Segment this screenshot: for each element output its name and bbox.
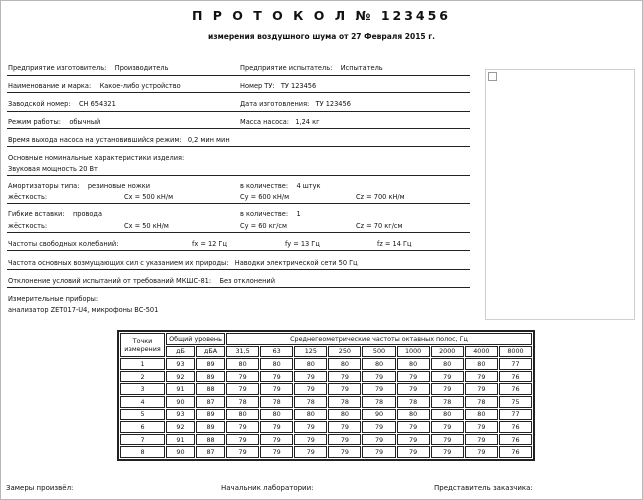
point-number-cell: 7: [120, 434, 165, 446]
dampers-qty-row: [240, 182, 321, 190]
table-cell: 79: [465, 371, 498, 383]
table-cell: 79: [226, 383, 259, 395]
table-cell: 79: [431, 434, 464, 446]
table-row: [120, 358, 532, 370]
table-cell: 76: [499, 383, 532, 395]
table-cell: 89: [196, 371, 225, 383]
image-placeholder: [485, 69, 635, 320]
table-cell: 79: [465, 446, 498, 458]
table-cell: 79: [294, 446, 327, 458]
table-cell: 80: [431, 358, 464, 370]
dampers-qty-label: в количестве:: [240, 182, 289, 190]
fx-value: fx = 12 Гц: [192, 240, 227, 248]
table-row: [120, 434, 532, 446]
sound-power: Звуковая мощность 20 Вт: [8, 165, 98, 173]
table-cell: 89: [196, 409, 225, 421]
freq-header: 1000: [397, 346, 430, 358]
disturb-value: Наводки электрической сети 50 Гц: [234, 259, 358, 267]
octave-header: Среднегеометрические частоты октавных полос, Гц: [226, 333, 532, 345]
freq-header: 125: [294, 346, 327, 358]
table-cell: 79: [328, 383, 361, 395]
table-cell: 77: [499, 409, 532, 421]
table-cell: 88: [196, 383, 225, 395]
instruments-label: Измерительные приборы:: [8, 295, 99, 303]
table-cell: 80: [397, 409, 430, 421]
name-row: [8, 82, 181, 90]
tester-row: [240, 64, 383, 72]
serial-label: Заводской номер:: [8, 100, 71, 108]
freq-header: 250: [328, 346, 361, 358]
table-cell: 75: [499, 396, 532, 408]
table-cell: 80: [328, 358, 361, 370]
table-cell: 80: [362, 358, 395, 370]
startup-row: [8, 136, 230, 144]
flex-qty-value: 1: [296, 210, 301, 218]
table-cell: 77: [499, 358, 532, 370]
mode-row: [8, 118, 100, 126]
table-cell: 80: [465, 409, 498, 421]
flex-stiffness-label: жёсткость:: [8, 222, 48, 230]
freq-header: 2000: [431, 346, 464, 358]
table-row: [120, 446, 532, 458]
tu-value: ТУ 123456: [280, 82, 317, 90]
table-cell: 79: [226, 371, 259, 383]
measurement-table: [117, 330, 535, 461]
divider: [7, 203, 470, 204]
table-cell: 79: [465, 383, 498, 395]
divider: [7, 128, 470, 129]
startup-value: 0,2 мин мин: [187, 136, 230, 144]
divider: [7, 287, 470, 288]
divider: [7, 175, 470, 176]
table-row: [120, 383, 532, 395]
protocol-title: П Р О Т О К О Л № 123456: [191, 8, 452, 23]
table-cell: 78: [397, 396, 430, 408]
table-body: [120, 358, 532, 458]
instruments-value: анализатор ZET017-U4, микрофоны ВС-501: [8, 306, 159, 314]
table-cell: 79: [294, 371, 327, 383]
table-cell: 76: [499, 371, 532, 383]
table-cell: 79: [226, 446, 259, 458]
table-subheader-row: [120, 346, 532, 358]
point-number-cell: 5: [120, 409, 165, 421]
table-cell: 79: [260, 434, 293, 446]
flex-cy: Су = 60 кг/см: [240, 222, 287, 230]
protocol-subtitle: измерения воздушного шума от 27 Февраля 2015 г.: [207, 32, 436, 41]
unit-dba: дБА: [196, 346, 225, 358]
table-cell: 93: [166, 409, 195, 421]
table-cell: 79: [362, 383, 395, 395]
manufacturer-row: [8, 64, 168, 72]
table-cell: 79: [294, 383, 327, 395]
date-row: [240, 100, 351, 108]
dampers-label: Амортизаторы типа:: [8, 182, 80, 190]
table-cell: 92: [166, 371, 195, 383]
flex-qty-row: [240, 210, 301, 218]
divider: [7, 75, 470, 76]
table-cell: 79: [328, 434, 361, 446]
deviation-value: Без отклонений: [219, 277, 276, 285]
table-cell: 79: [397, 434, 430, 446]
table-cell: 79: [465, 434, 498, 446]
table-cell: 78: [328, 396, 361, 408]
tester-label: Предприятие испытатель:: [240, 64, 333, 72]
dampers-value: резиновые ножки: [87, 182, 151, 190]
table-row: [120, 396, 532, 408]
table-row: [120, 409, 532, 421]
dampers-qty-value: 4 штук: [296, 182, 321, 190]
table-cell: 88: [196, 434, 225, 446]
table-cell: 93: [166, 358, 195, 370]
table-header-row: [120, 333, 532, 345]
point-number-cell: 1: [120, 358, 165, 370]
table-cell: 80: [294, 358, 327, 370]
disturb-label: Частота основных возмущающих сил с указанием их природы:: [8, 259, 229, 267]
broken-image-icon: [488, 72, 497, 81]
table-cell: 76: [499, 446, 532, 458]
table-cell: 79: [260, 421, 293, 433]
table-cell: 80: [260, 358, 293, 370]
table-cell: 79: [362, 371, 395, 383]
table-cell: 76: [499, 421, 532, 433]
table-cell: 79: [431, 383, 464, 395]
measured-by-label: Замеры произвёл:: [6, 484, 74, 492]
serial-value: СН 654321: [78, 100, 116, 108]
customer-rep-label: Представитель заказчика:: [434, 484, 533, 492]
manufacturer-label: Предприятие изготовитель:: [8, 64, 107, 72]
table-cell: 90: [166, 396, 195, 408]
point-number-cell: 8: [120, 446, 165, 458]
tu-row: [240, 82, 316, 90]
mode-label: Режим работы:: [8, 118, 61, 126]
date-label: Дата изготовления:: [240, 100, 310, 108]
table-cell: 79: [397, 421, 430, 433]
table-cell: 91: [166, 383, 195, 395]
table-cell: 89: [196, 358, 225, 370]
name-label: Наименование и марка:: [8, 82, 92, 90]
table-cell: 79: [431, 446, 464, 458]
table-cell: 89: [196, 421, 225, 433]
point-number-cell: 3: [120, 383, 165, 395]
table-cell: 79: [431, 421, 464, 433]
flex-cz: Сz = 70 кг/см: [356, 222, 403, 230]
table-cell: 78: [260, 396, 293, 408]
freq-header: 63: [260, 346, 293, 358]
table-cell: 78: [226, 396, 259, 408]
name-value: Какое-либо устройство: [99, 82, 181, 90]
deviation-row: [8, 277, 275, 285]
flex-label: Гибкие вставки:: [8, 210, 65, 218]
table-cell: 90: [166, 446, 195, 458]
divider: [7, 92, 470, 93]
table-cell: 79: [362, 434, 395, 446]
table-cell: 79: [465, 421, 498, 433]
table-cell: 92: [166, 421, 195, 433]
table-cell: 87: [196, 446, 225, 458]
dampers-stiffness-label: жёсткость:: [8, 193, 48, 201]
startup-label: Время выхода насоса на установившийся режим:: [8, 136, 182, 144]
table-cell: 79: [328, 371, 361, 383]
table-cell: 79: [294, 421, 327, 433]
table-cell: 78: [465, 396, 498, 408]
table-cell: 79: [260, 383, 293, 395]
dampers-cz: Сz = 700 кН/м: [356, 193, 405, 201]
deviation-label: Отклонение условий испытаний от требований МКШС-81:: [8, 277, 212, 285]
dampers-cx: Сх = 500 кН/м: [124, 193, 174, 201]
tu-label: Номер ТУ:: [240, 82, 275, 90]
table-cell: 80: [226, 358, 259, 370]
table-cell: 78: [431, 396, 464, 408]
table-cell: 78: [362, 396, 395, 408]
divider: [7, 269, 470, 270]
table-cell: 79: [328, 446, 361, 458]
serial-row: [8, 100, 116, 108]
mode-value: обычный: [69, 118, 101, 126]
table-cell: 79: [260, 371, 293, 383]
table-cell: 79: [397, 383, 430, 395]
fy-value: fy = 13 Гц: [285, 240, 320, 248]
overall-header: Общий уровень: [166, 333, 225, 345]
table-cell: 79: [362, 421, 395, 433]
dampers-cy: Су = 600 кН/м: [240, 193, 290, 201]
free-osc-label: Частоты свободных колебаний:: [8, 240, 119, 248]
table-cell: 76: [499, 434, 532, 446]
fz-value: fz = 14 Гц: [377, 240, 412, 248]
table-cell: 79: [397, 446, 430, 458]
point-number-cell: 4: [120, 396, 165, 408]
flex-qty-label: в количестве:: [240, 210, 289, 218]
table-cell: 79: [226, 421, 259, 433]
table-cell: 80: [294, 409, 327, 421]
freq-header: 8000: [499, 346, 532, 358]
table-cell: 80: [397, 358, 430, 370]
table-cell: 79: [431, 371, 464, 383]
basic-chars-label: Основные номинальные характеристики изделия:: [8, 154, 185, 162]
divider: [7, 232, 470, 233]
mass-value: 1,24 кг: [295, 118, 320, 126]
mass-row: [240, 118, 320, 126]
mass-label: Масса насоса:: [240, 118, 290, 126]
table-cell: 80: [431, 409, 464, 421]
flex-value: провода: [72, 210, 103, 218]
freq-header: 31,5: [226, 346, 259, 358]
table-cell: 79: [294, 434, 327, 446]
table-cell: 79: [260, 446, 293, 458]
divider: [7, 250, 470, 251]
table-cell: 91: [166, 434, 195, 446]
flex-row: [8, 210, 102, 218]
points-header: Точки измерения: [120, 333, 165, 357]
table-cell: 79: [328, 421, 361, 433]
lab-head-label: Начальник лаборатории:: [221, 484, 314, 492]
point-number-cell: 2: [120, 371, 165, 383]
table-cell: 79: [397, 371, 430, 383]
point-number-cell: 6: [120, 421, 165, 433]
table-cell: 90: [362, 409, 395, 421]
disturb-row: [8, 259, 358, 267]
divider: [7, 111, 470, 112]
table-cell: 79: [226, 434, 259, 446]
divider: [7, 146, 470, 147]
table-cell: 80: [465, 358, 498, 370]
table-cell: 78: [294, 396, 327, 408]
table-cell: 80: [226, 409, 259, 421]
dampers-row: [8, 182, 150, 190]
flex-cx: Сх = 50 кН/м: [124, 222, 169, 230]
freq-header: 4000: [465, 346, 498, 358]
table-row: [120, 421, 532, 433]
tester-value: Испытатель: [340, 64, 383, 72]
manufacturer-value: Производитель: [114, 64, 169, 72]
freq-header: 500: [362, 346, 395, 358]
date-value: ТУ 123456: [315, 100, 351, 108]
table-row: [120, 371, 532, 383]
unit-db: дБ: [166, 346, 195, 358]
table-cell: 80: [260, 409, 293, 421]
table-cell: 87: [196, 396, 225, 408]
table-cell: 80: [328, 409, 361, 421]
table-cell: 79: [362, 446, 395, 458]
